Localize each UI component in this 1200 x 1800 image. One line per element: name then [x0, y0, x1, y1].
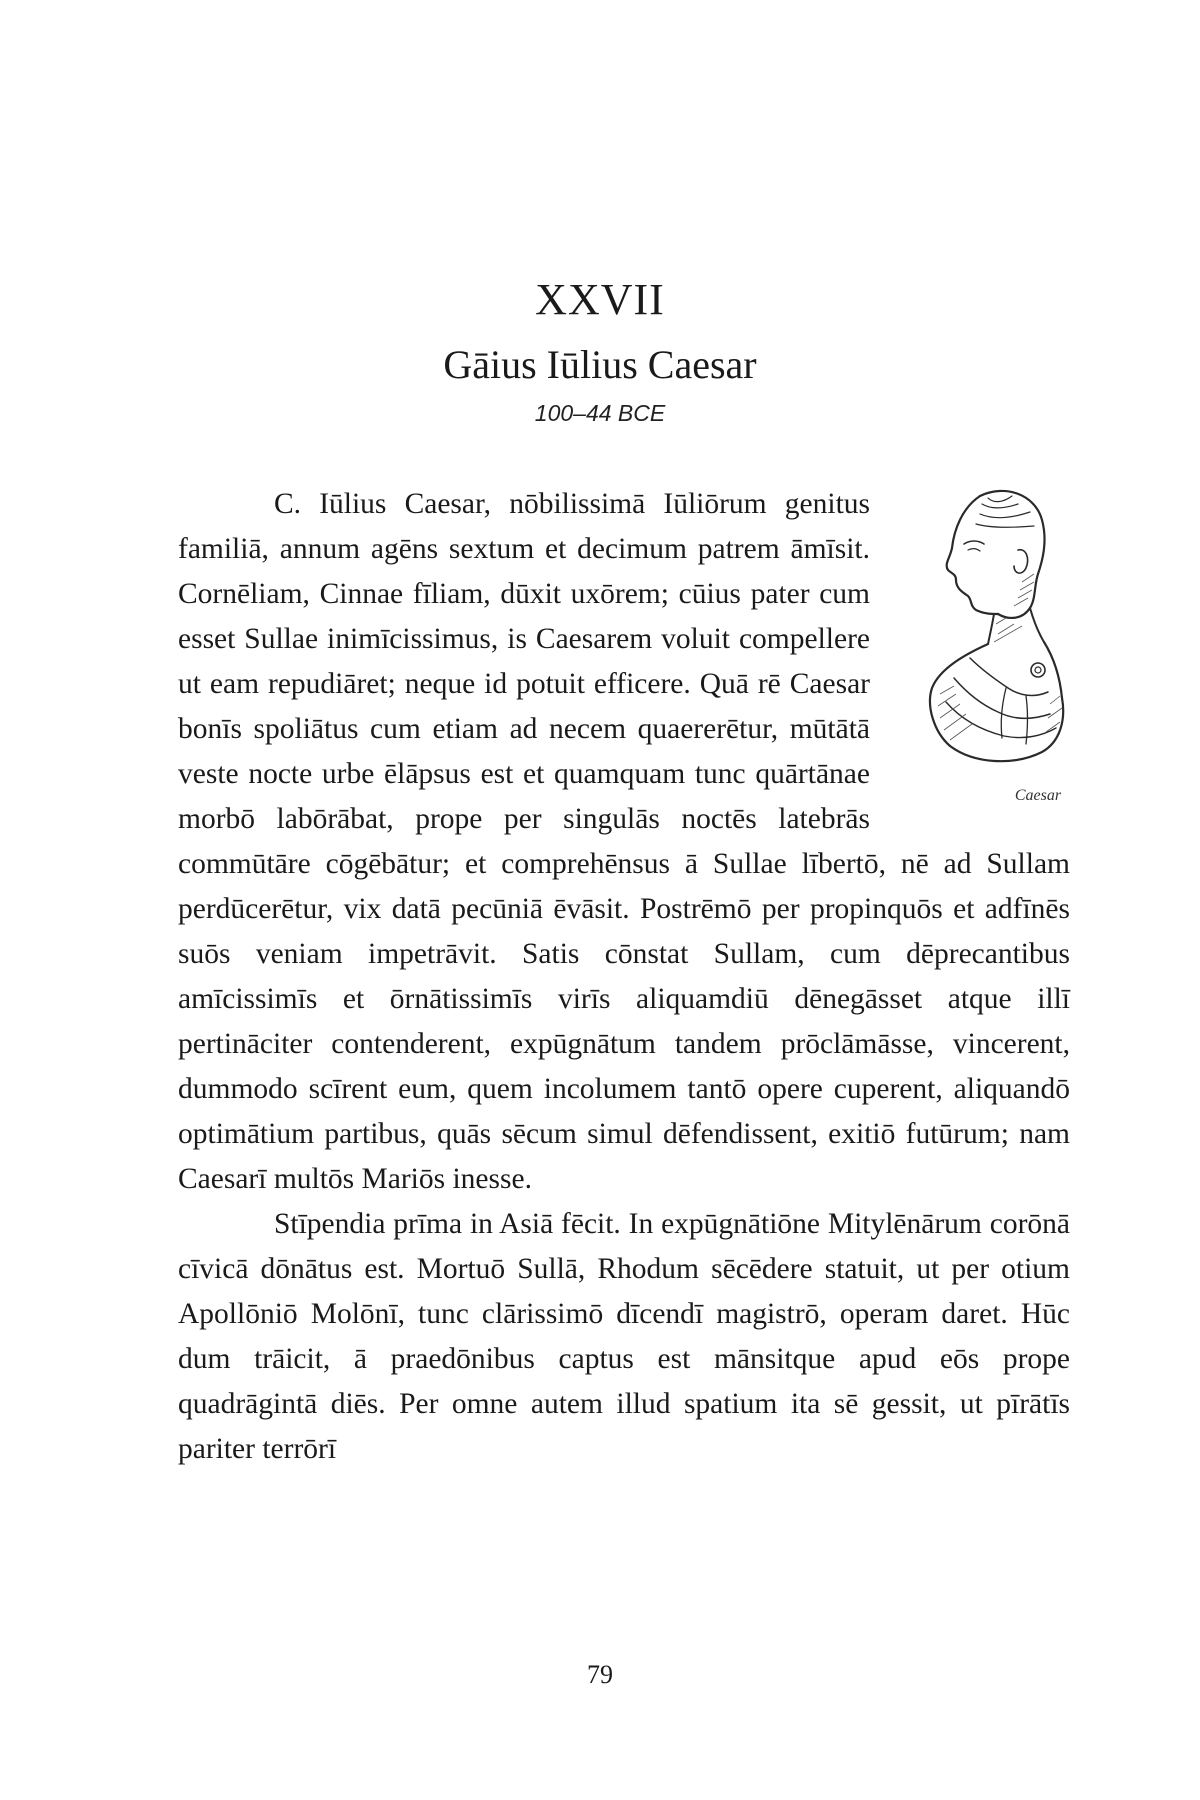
paragraph-1-text: C. Iūlius Caesar, nōbilissimā Iūliōrum genitus familiā, annum agēns sextum et decimum patrem āmīsit. Cornēliam, Cinnae fīliam, dūxit uxōrem; cūius pater cum esset Sullae inimīcissimus, is Caesarem voluit compellere ut eam repudiāret; neque id potuit efficere. Quā rē Caesar bonīs spoliātus cum etiam ad necem quaererētur, mūtātā veste nocte urbe ēlāpsus est et quamquam tunc quārtānae morbō labōrābat, prope per singulās noctēs latebrās commūtāre cōgēbātur; et comprehēnsus ā Sullae lībertō, nē ad Sullam perdūcerētur, vix datā pecūniā ēvāsit. Postrēmō per propinquōs et adfīnēs suōs veniam impetrāvit. Satis cōnstat Sullam, cum dēprecantibus amīcissimīs et ōrnātissimīs virīs aliquamdiū dēnegāsset atque illī pertināciter contenderent, expūgnātum tandem prōclāmāsse, vincerent, dummodo scīrent eum, quem incolumem tantō opere cuperent, aliquandō optimātium partibus, quās sēcum simul dēfendissent, exitiō futūrum; nam Caesarī multōs Mariōs inesse.	[178, 488, 1070, 1195]
chapter-numeral: XXVII	[535, 275, 665, 324]
caesar-bust-icon	[910, 474, 1070, 794]
chapter-dates: 100–44 BCE	[534, 400, 666, 426]
body-text	[178, 482, 1070, 1472]
paragraph-1	[178, 482, 1070, 1202]
caesar-figure	[910, 474, 1070, 806]
figure-caption: Caesar	[1014, 787, 1062, 804]
chapter-title: Gāius Iūlius Caesar	[443, 342, 757, 387]
page-number: 79	[587, 1660, 613, 1689]
paragraph-2: Stīpendia prīma in Asiā fēcit. In expūgnātiōne Mitylēnārum corōnā cīvicā dōnātus est. Mortuō Sullā, Rhodum sēcēdere statuit, ut per otium Apollōniō Molōnī, tunc clārissimō dīcendī magistrō, operam daret. Hūc dum trāicit, ā praedōnibus captus est mānsitque apud eōs prope quadrāgintā diēs. Per omne autem illud spatium ita sē gessit, ut pīrātīs pariter terrōrī	[178, 1208, 1070, 1465]
